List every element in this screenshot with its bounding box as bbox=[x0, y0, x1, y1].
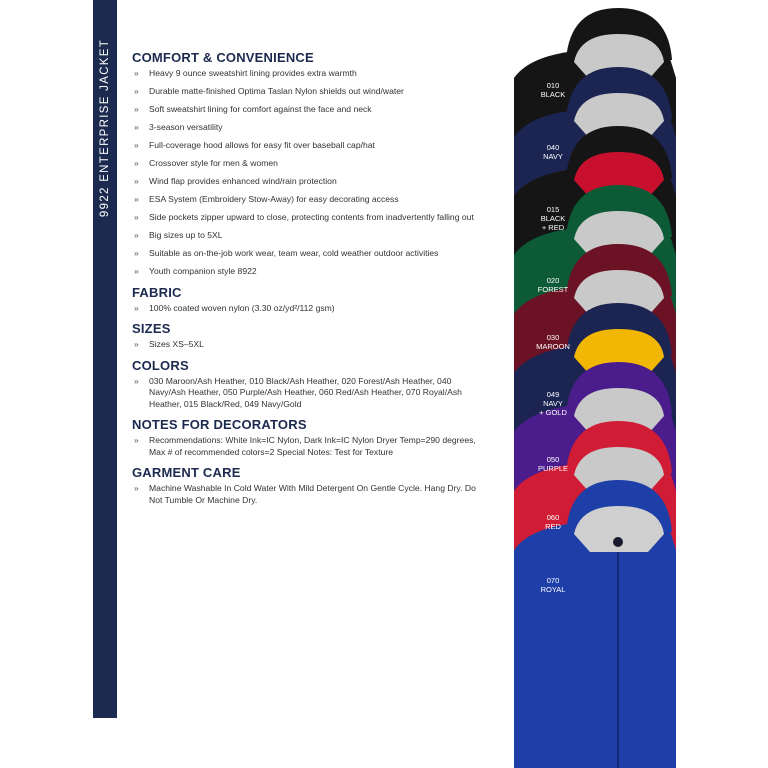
care-list bbox=[132, 483, 477, 506]
swatch-label-030: 030 MAROON bbox=[536, 333, 570, 351]
swatch-label-020: 020 FOREST bbox=[537, 276, 569, 294]
list-item: » Heavy 9 ounce sweatshirt lining provides extra warmth bbox=[132, 68, 477, 80]
care-heading: GARMENT CARE bbox=[132, 465, 241, 480]
list-item: » Side pockets zipper upward to close, protecting contents from inadvertently falling out bbox=[132, 212, 477, 224]
swatch-label-049: 049 NAVY + GOLD bbox=[539, 390, 567, 417]
list-item: » Full-coverage hood allows for easy fit over baseball cap/hat bbox=[132, 140, 477, 152]
logo-patch bbox=[613, 537, 623, 547]
colors-list bbox=[132, 376, 477, 411]
swatch-label-060: 060 RED bbox=[545, 513, 561, 531]
swatch-label-015: 015 BLACK + RED bbox=[540, 205, 566, 232]
swatch-label-050: 050 PURPLE bbox=[537, 455, 569, 473]
list-item: » Machine Washable In Cold Water With Mild Detergent On Gentle Cycle. Hang Dry. Do Not Tumble Or Machine Dry. bbox=[132, 483, 477, 506]
list-item: » Big sizes up to 5XL bbox=[132, 230, 477, 242]
decorators-list bbox=[132, 435, 477, 458]
decorators-heading: NOTES FOR DECORATORS bbox=[132, 417, 307, 432]
list-item: » Soft sweatshirt lining for comfort against the face and neck bbox=[132, 104, 477, 116]
sizes-list bbox=[132, 339, 477, 351]
list-item: » Recommendations: White Ink=IC Nylon, Dark Ink=IC Nylon Dryer Temp=290 degrees, Max # of recommended colors=2 Special Notes: Test for Texture bbox=[132, 435, 477, 458]
list-item: » Crossover style for men & women bbox=[132, 158, 477, 170]
jacket-color-stack bbox=[508, 0, 678, 768]
swatch-label-010: 010 BLACK bbox=[540, 81, 566, 99]
swatch-label-070: 070 ROYAL bbox=[540, 576, 566, 594]
comfort-heading: COMFORT & CONVENIENCE bbox=[132, 50, 314, 65]
list-item: » Wind flap provides enhanced wind/rain protection bbox=[132, 176, 477, 188]
list-item: » Suitable as on-the-job work wear, team wear, cold weather outdoor activities bbox=[132, 248, 477, 260]
side-title: 9922 ENTERPRISE JACKET bbox=[99, 38, 111, 218]
list-item: » ESA System (Embroidery Stow-Away) for easy decorating access bbox=[132, 194, 477, 206]
list-item: » Durable matte-finished Optima Taslan Nylon shields out wind/water bbox=[132, 86, 477, 98]
fabric-list bbox=[132, 303, 477, 315]
list-item: » Sizes XS–5XL bbox=[132, 339, 477, 351]
colors-heading: COLORS bbox=[132, 357, 189, 373]
list-item: » 100% coated woven nylon (3.30 oz/yd²/112 gsm) bbox=[132, 303, 477, 315]
swatch-label-040: 040 NAVY bbox=[543, 143, 563, 161]
sizes-heading: SIZES bbox=[132, 321, 171, 336]
jacket-body bbox=[514, 524, 676, 768]
fabric-heading: FABRIC bbox=[132, 284, 182, 300]
side-title-bar bbox=[93, 0, 117, 718]
list-item: » Youth companion style 8922 bbox=[132, 266, 477, 278]
spec-content bbox=[132, 50, 477, 506]
list-item: » 3-season versatility bbox=[132, 122, 477, 134]
list-item: » 030 Maroon/Ash Heather, 010 Black/Ash Heather, 020 Forest/Ash Heather, 040 Navy/Ash Heather, 050 Purple/Ash Heather, 060 Red/Ash Heather, 070 Royal/Ash Heather, 015 Black/Red, 049 Navy/Gold bbox=[132, 376, 477, 411]
comfort-list bbox=[132, 68, 477, 278]
